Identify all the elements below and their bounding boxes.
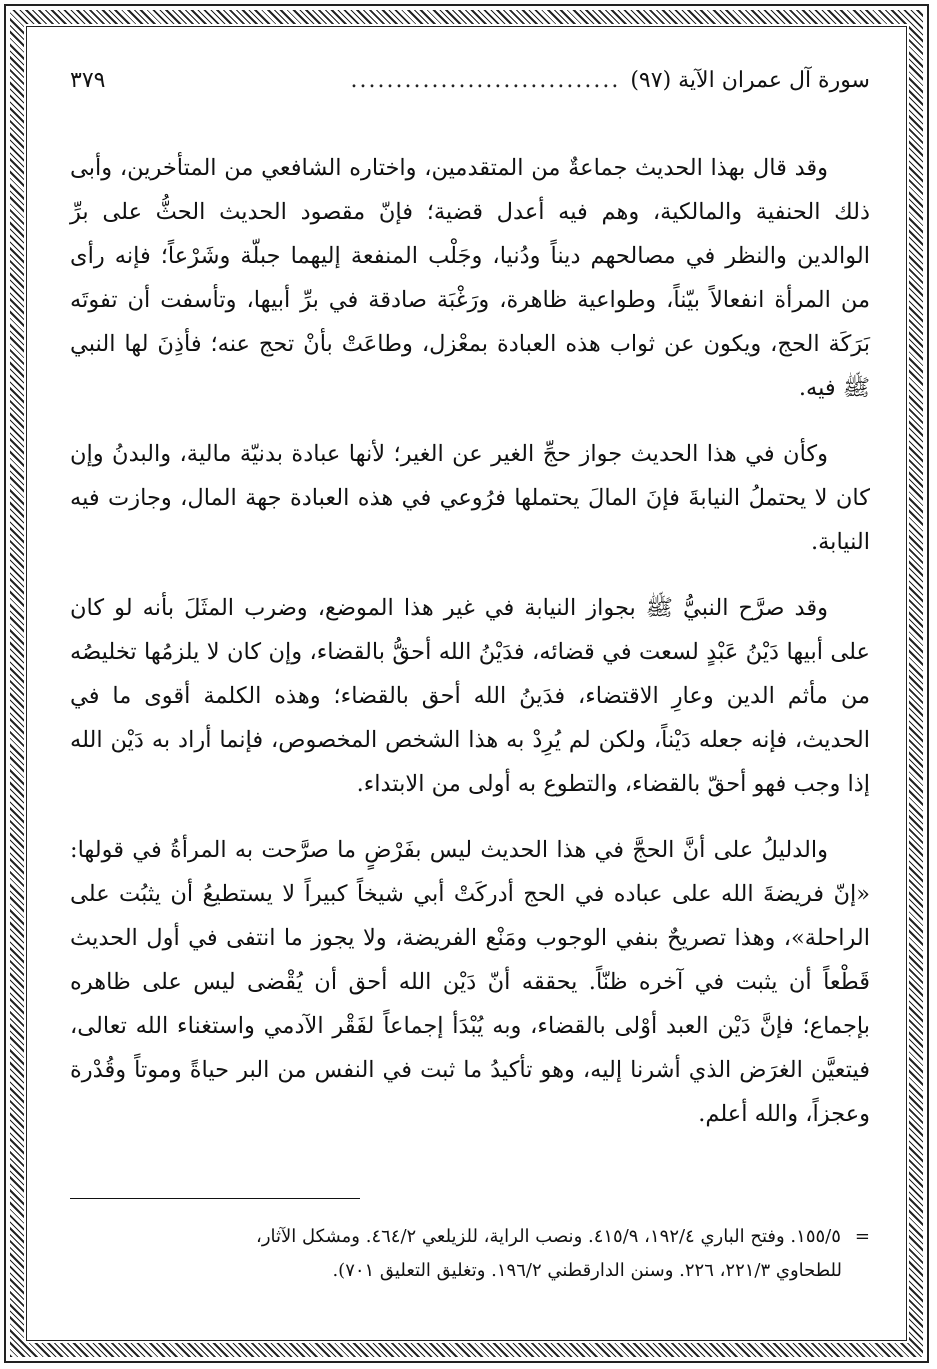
paragraph: وقد صرَّح النبيُّ ﷺ بجواز النيابة في غير هذا الموضع، وضرب المثَلَ بأنه لو كان على أبيها دَيْنُ عَبْدٍ لسعت في قضائه، فدَيْنُ الله أحقُّ بالقضاء، وإن كان لا يلزمُها تخليصُه من مأثم الدين وعارِ الاقتضاء، فدَينُ الله أحق بالقضاء؛ وهذه الكلمة أقوى ما في الحديث، فإنه جعله دَيْناً، ولكن لم يُرِدْ به هذا الشخص المخصوص، فإنما أراد به دَيْن الله إذا وجب فهو أحقّ بالقضاء، والتطوع به أولى من الابتداء. <box>70 595 870 797</box>
header-title: سورة آل عمران الآية (٩٧) <box>630 68 870 93</box>
footnote-line-1: ١٥٥/٥. وفتح الباري ١٩٢/٤، ٤١٥/٩. ونصب الراية، للزيلعي ٤٦٤/٢. ومشكل الآثار، <box>256 1226 841 1247</box>
footnote-marker: = <box>854 1226 870 1247</box>
paragraph: والدليلُ على أنَّ الحجَّ في هذا الحديث ليس بفَرْضٍ ما صرَّحت به المرأةُ في قولها: «إنّ فريضةَ الله على عباده في الحج أدركَتْ أبي شيخاً كبيراً لا يستطيعُ أن يثبُت على الراحلة»، وهذا تصريحٌ بنفي الوجوب ومَنْع الفريضة، ولا يجوز ما انتفى في أول الحديث قَطْعاً أن يثبت في آخره ظنّاً. يحققه أنّ دَيْن الله أحق أن يُقْضى ليس على ظاهره بإجماع؛ فإنَّ دَيْن العبد أوْلى بالقضاء، وبه يُبْدَأ إجماعاً لفَقْر الآدمي واستغناء الله تعالى، فيتعيَّن الغرَض الذي أشرنا إليه، وهو تأكيدُ ما ثبت في النفس من البر حياةً وموتاً وقُدْرة وعجزاً، والله أعلم. <box>70 837 870 1127</box>
footnote <box>70 1220 870 1288</box>
page-number: ٣٧٩ <box>70 68 106 93</box>
footnote-line-2: للطحاوي ٢٢١/٣، ٢٢٦. وسنن الدارقطني ١٩٦/٢. وتغليق التعليق ٧٠١). <box>332 1260 842 1281</box>
book-page <box>70 60 870 1310</box>
footnote-separator <box>70 1198 360 1199</box>
paragraph: وكأن في هذا الحديث جواز حجِّ الغير عن الغير؛ لأنها عبادة بدنيّة مالية، والبدنُ وإن كان لا يحتملُ النيابةَ فإنَ المالَ يحتملها فرُوعي في هذه العبادة جهة المال، وجازت فيه النيابة. <box>70 441 870 555</box>
running-header <box>70 60 870 102</box>
paragraph: وقد قال بهذا الحديث جماعةٌ من المتقدمين، واختاره الشافعي من المتأخرين، وأبى ذلك الحنفية والمالكية، وهم فيه أعدل قضية؛ فإنّ مقصود الحديث الحثُّ على برِّ الوالدين والنظر في مصالحهم ديناً ودُنيا، وجَلْب المنفعة إليهما جبلّة وشَرْعاً؛ فإنه رأى من المرأة انفعالاً بيّناً، وطواعية ظاهرة، ورَغْبَة صادقة في برِّ أبيها، وتأسفت أن تفوتَه بَرَكَة الحج، ويكون عن ثواب هذه العبادة بمعْزل، وطاعَتْ بأنْ تحج عنه؛ فأذِنَ لها النبي ﷺ فيه. <box>70 155 870 401</box>
header-leader-dots: .............................. <box>350 68 621 93</box>
main-text <box>70 146 870 1136</box>
